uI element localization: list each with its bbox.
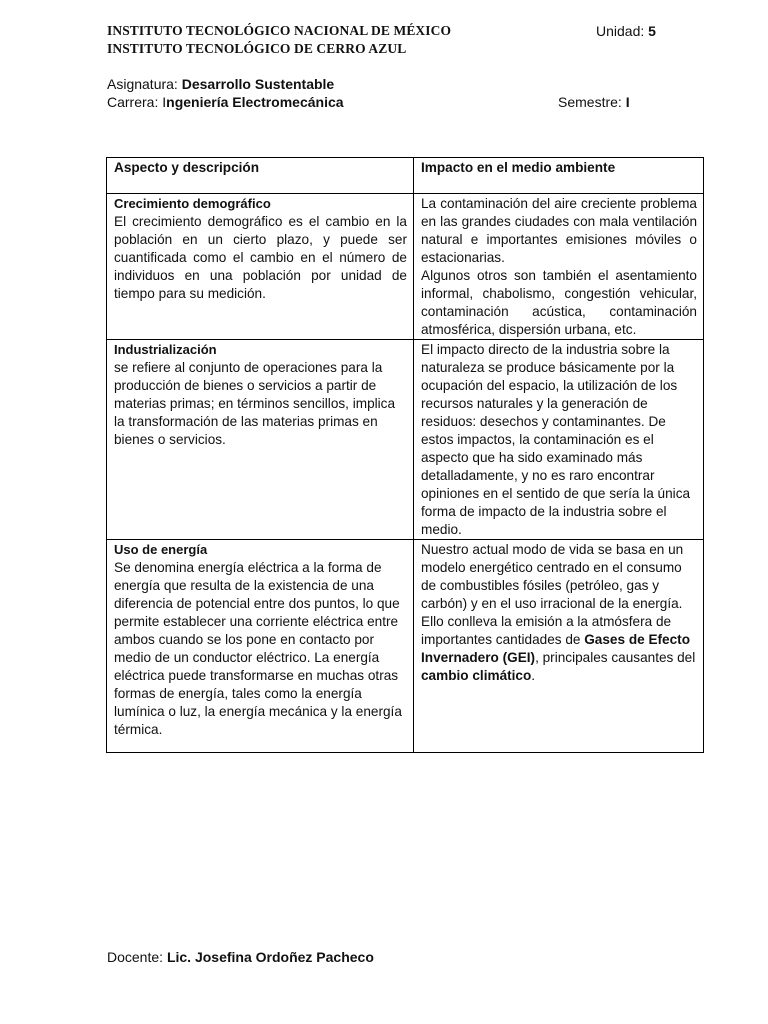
carrera-value-first: I [162, 94, 167, 110]
row-1-aspect [107, 194, 414, 340]
row-1-impact [414, 194, 704, 340]
row-1-title: Crecimiento demográfico [114, 196, 271, 211]
row-3-impact-a: Nuestro actual modo de vida se basa en un modelo energético centrado en el consumo de combustibles fósiles (petróleo, gas y carbón) y en el uso irracional de la energía. Ello conlleva la emisión a la atmósfera de importantes cantidades de [421, 542, 684, 647]
row-2-impact [414, 340, 704, 540]
table-row [107, 340, 704, 540]
row-3-aspect [107, 540, 414, 753]
row-3-impact-c: , principales causantes del [535, 650, 696, 665]
row-3-impact-e: . [531, 668, 536, 683]
row-1-description: El crecimiento demográfico es el cambio en la población en un cierto plazo, y puede ser cuantificada como el cambio en el número de individuos en una población por unidad de tiempo para su medición. [114, 214, 407, 301]
unidad-value: 5 [648, 23, 656, 39]
unidad [596, 23, 656, 39]
row-1-impact-p1: La contaminación del aire creciente problema en las grandes ciudades con mala ventilación natural e importantes emisiones móviles o estacionarias. [421, 196, 697, 265]
col-header-aspecto: Aspecto y descripción [107, 158, 414, 194]
asignatura-label: Asignatura: [107, 76, 178, 92]
impact-table [106, 157, 704, 753]
carrera [107, 93, 344, 111]
row-3-description: Se denomina energía eléctrica a la forma de energía que resulta de la existencia de una diferencia de potencial entre dos puntos, lo que permite establecer una corriente eléctrica entre ambos cuando se los pone en contacto por medio de un conductor eléctrico. La energía eléctrica puede transformarse en muchas otras formas de energía, tales como la energía lumínica o luz, la energía mecánica y la energía térmica. [114, 560, 402, 737]
table-row [107, 540, 704, 753]
row-3-impact [414, 540, 704, 753]
row-2-description: se refiere al conjunto de operaciones para la producción de bienes o servicios a partir de materias primas; en términos sencillos, implica la transformación de las materias primas en bienes o servicios. [114, 360, 396, 447]
row-3-title: Uso de energía [114, 542, 208, 557]
row-1-impact-p2: Algunos otros son también el asentamiento informal, chabolismo, congestión vehicular, contaminación acústica, contaminación atmosférica, dispersión urbana, etc. [421, 268, 697, 337]
col-header-impacto: Impacto en el medio ambiente [414, 158, 704, 194]
row-3-impact-cambio: cambio climático [421, 668, 532, 683]
semestre-value: I [625, 94, 630, 110]
semestre [558, 93, 630, 111]
docente [107, 948, 374, 966]
row-3-impact-gei: Gases de Efecto Invernadero (GEI) [421, 632, 691, 665]
row-2-impact-text: El impacto directo de la industria sobre la naturaleza se produce básicamente por la ocupación del espacio, la utilización de los recursos naturales y la generación de residuos: desechos y contaminantes. De estos impactos, la contaminación es el aspecto que ha sido examinado más detalladamente, y no es raro encontrar opiniones en el sentido de que sería la única forma de impacto de la industria sobre el medio. [421, 342, 691, 537]
institute-name-1: INSTITUTO TECNOLÓGICO NACIONAL DE MÉXICO [107, 23, 452, 38]
docente-value: Lic. Josefina Ordoñez Pacheco [166, 949, 374, 965]
row-2-aspect [107, 340, 414, 540]
asignatura-value: Desarrollo Sustentable [181, 76, 335, 92]
asignatura [107, 75, 334, 93]
row-2-title: Industrialización [114, 342, 217, 357]
unidad-label: Unidad: [596, 23, 645, 39]
carrera-label: Carrera: [107, 94, 159, 110]
carrera-value-rest: ngeniería Electromecánica [166, 94, 344, 110]
institute-name-2: INSTITUTO TECNOLÓGICO DE CERRO AZUL [107, 41, 407, 56]
table-row [107, 194, 704, 340]
docente-label: Docente: [107, 949, 164, 965]
table-header-row [107, 158, 704, 194]
semestre-label: Semestre: [558, 94, 622, 110]
